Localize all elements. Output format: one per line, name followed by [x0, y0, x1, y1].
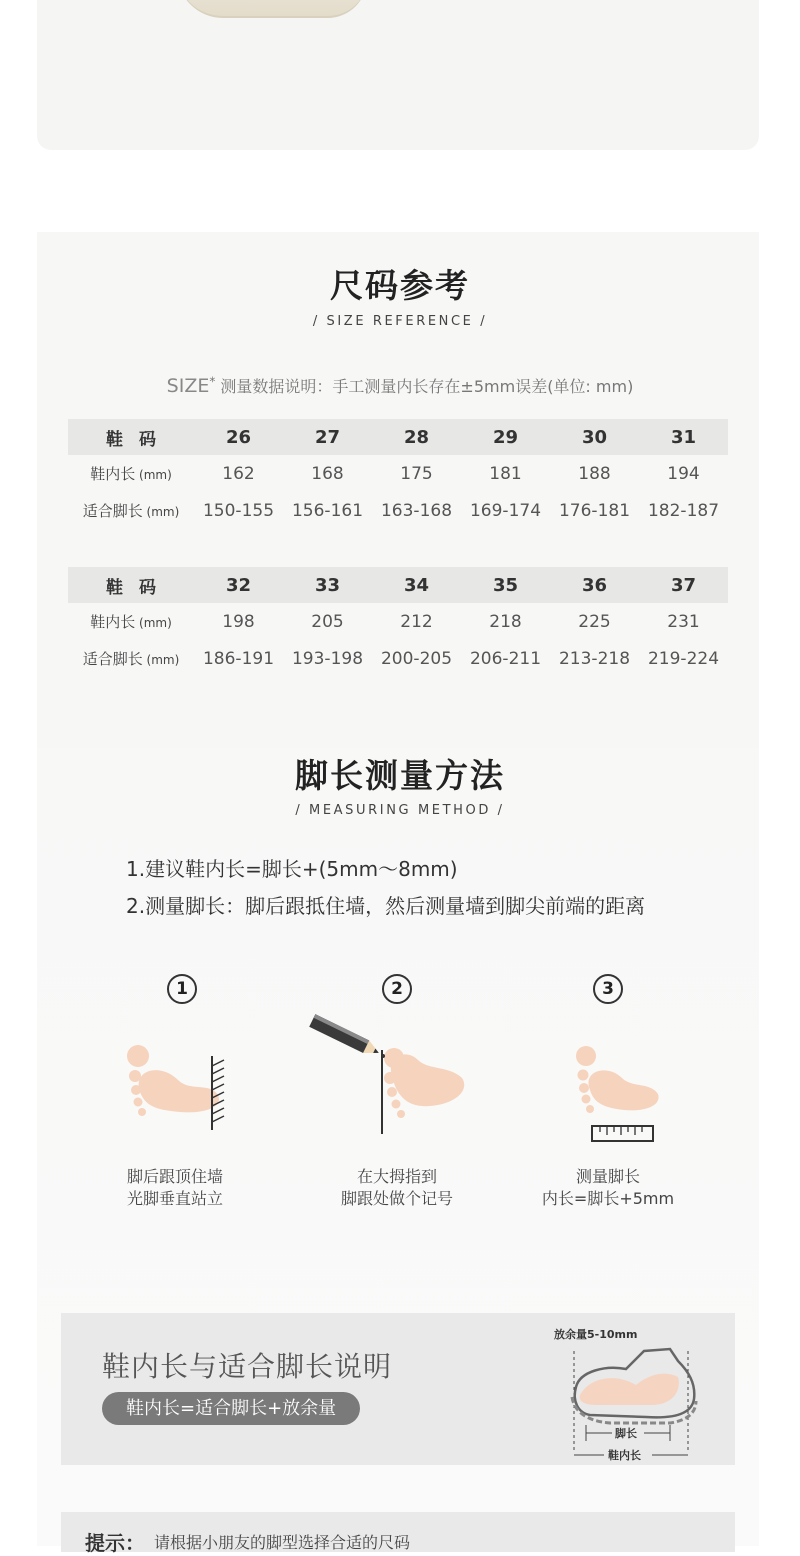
fit-length-cell: 213-218: [558, 648, 631, 669]
measuring-method-subtitle: / MEASURING METHOD /: [295, 803, 505, 818]
size-table-2: [68, 567, 728, 677]
size-reference-title: 尺码参考: [330, 266, 470, 305]
size-cell: 27: [283, 419, 372, 455]
size-cell: 36: [550, 567, 639, 603]
step-number-3: 3: [593, 974, 623, 1004]
size-cell: 30: [550, 419, 639, 455]
fit-length-row: [68, 640, 728, 677]
size-cell: 37: [639, 567, 728, 603]
instruction-2: 2.测量脚长：脚后跟抵住墙，然后测量墙到脚尖前端的距离: [126, 894, 646, 918]
size-header-row: [68, 567, 728, 603]
diagram-margin-label: 放余量5-10mm: [554, 1328, 638, 1341]
inner-length-cell: 198: [222, 611, 255, 632]
pencil-mark-foot-icon: [306, 1016, 471, 1138]
fit-length-cell: 206-211: [469, 648, 542, 669]
inner-length-cell: 181: [489, 463, 522, 484]
step-2-caption: 在大拇指到 脚跟处做个记号: [340, 1167, 453, 1208]
size-header-row: [68, 419, 728, 455]
size-cell: 29: [461, 419, 550, 455]
fit-length-cell: 176-181: [558, 500, 631, 521]
inner-length-cell: 175: [400, 463, 433, 484]
inner-length-row: [68, 455, 728, 492]
tip-panel: [61, 1512, 735, 1555]
size-cell: 32: [194, 567, 283, 603]
size-header-label: 鞋码: [68, 567, 194, 603]
fit-length-cell: 156-161: [291, 500, 364, 521]
explanation-title: 鞋内长与适合脚长说明: [102, 1350, 393, 1383]
fit-length-cell: 182-187: [647, 500, 720, 521]
diagram-inner-label: 鞋内长: [608, 1449, 641, 1462]
size-reference-subtitle: / SIZE REFERENCE /: [312, 314, 488, 329]
inner-length-cell: 162: [222, 463, 255, 484]
instruction-1: 1.建议鞋内长=脚长+(5mm～8mm): [126, 857, 458, 881]
inner-length-cell: 218: [489, 611, 522, 632]
note-size-label: SIZE: [166, 375, 210, 397]
product-image-card: [37, 0, 759, 150]
tip-text: 请根据小朋友的脚型选择合适的尺码: [154, 1533, 411, 1552]
fit-length-cell: 150-155: [202, 500, 275, 521]
fit-length-cell: 200-205: [380, 648, 453, 669]
inner-length-cell: 194: [667, 463, 700, 484]
inner-length-cell: 188: [578, 463, 611, 484]
inner-length-cell: 231: [667, 611, 700, 632]
step-number-1: 1: [167, 974, 197, 1004]
fit-length-label: 适合脚长 (mm): [82, 502, 180, 520]
fit-length-label: 适合脚长 (mm): [82, 650, 180, 668]
step-1-caption: 脚后跟顶住墙 光脚垂直站立: [126, 1167, 223, 1208]
inner-length-cell: 225: [578, 611, 611, 632]
fit-length-row: [68, 492, 728, 529]
step-number-2: 2: [382, 974, 412, 1004]
ruler-measure-foot-icon: [570, 1042, 665, 1146]
fit-length-cell: 219-224: [647, 648, 720, 669]
foot-against-wall-icon: [120, 1040, 230, 1132]
size-cell: 26: [194, 419, 283, 455]
inner-length-cell: 205: [311, 611, 344, 632]
size-header-label: 鞋码: [68, 419, 194, 455]
fit-length-cell: 193-198: [291, 648, 364, 669]
inner-length-cell: 212: [400, 611, 433, 632]
size-cell: 28: [372, 419, 461, 455]
fit-length-cell: 169-174: [469, 500, 542, 521]
diagram-foot-label: 脚长: [615, 1427, 637, 1440]
inner-length-explanation-panel: [61, 1313, 735, 1465]
size-cell: 31: [639, 419, 728, 455]
inner-length-row: [68, 603, 728, 640]
formula-badge: 鞋内长=适合脚长+放余量: [102, 1392, 360, 1425]
step-3-caption: 测量脚长 内长=脚长+5mm: [541, 1167, 675, 1208]
shoe-diagram-icon: [554, 1321, 706, 1462]
note-star: *: [209, 374, 216, 389]
size-cell: 35: [461, 567, 550, 603]
inner-length-cell: 168: [311, 463, 344, 484]
inner-length-label: 鞋内长 (mm): [90, 613, 172, 631]
note-text: 测量数据说明：手工测量内长存在±5mm误差(单位: mm): [215, 377, 634, 396]
fit-length-cell: 163-168: [380, 500, 453, 521]
measurement-note: [0, 374, 800, 397]
size-table-1: [68, 419, 728, 529]
size-cell: 34: [372, 567, 461, 603]
size-cell: 33: [283, 567, 372, 603]
shoe-sole-image: [177, 0, 367, 18]
tip-label: 提示：: [85, 1531, 145, 1555]
fit-length-cell: 186-191: [202, 648, 275, 669]
measuring-method-title: 脚长测量方法: [295, 756, 505, 795]
inner-length-label: 鞋内长 (mm): [90, 465, 172, 483]
